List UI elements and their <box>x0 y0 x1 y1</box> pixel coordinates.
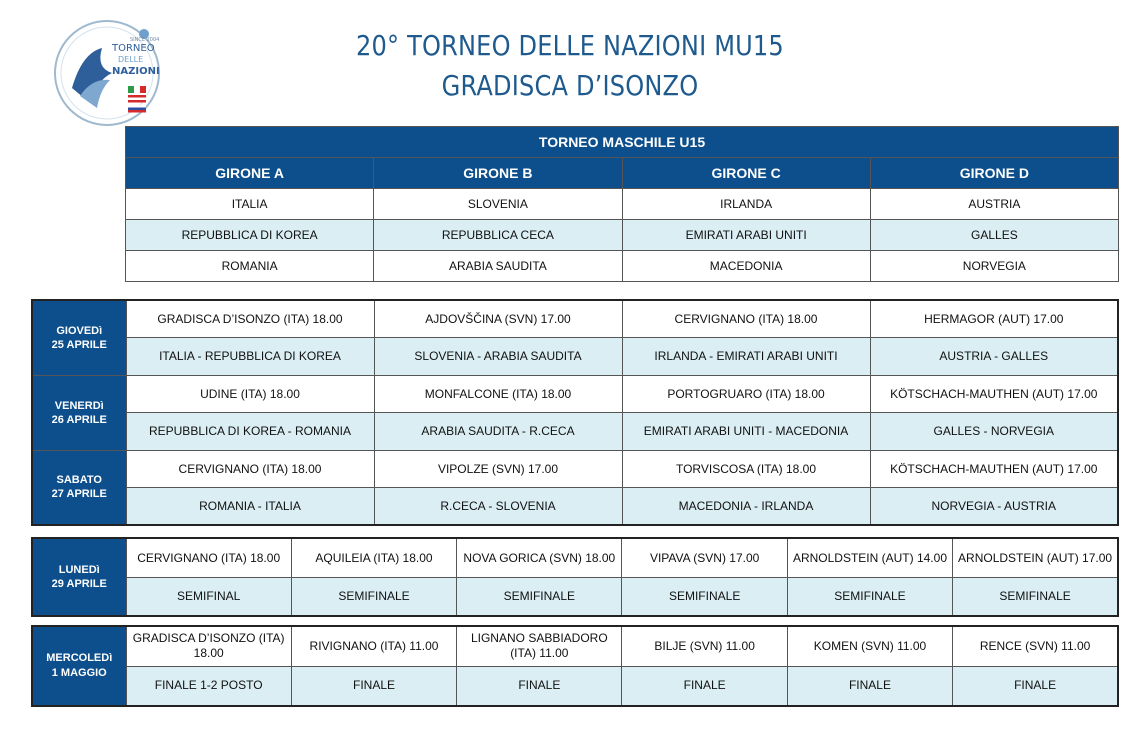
day-label <box>32 538 126 616</box>
day-date: 26 APRILE <box>51 413 107 426</box>
day-name: LUNEDì <box>58 564 100 576</box>
group-header: GIRONE C <box>622 158 870 189</box>
match-cell: R.CECA - SLOVENIA <box>374 488 622 526</box>
venue-cell: UDINE (ITA) 18.00 <box>126 375 374 413</box>
svg-text:TORNEO: TORNEO <box>112 43 155 54</box>
venue-cell: RENCE (SVN) 11.00 <box>953 626 1118 666</box>
venue-cell: NOVA GORICA (SVN) 18.00 <box>457 538 622 577</box>
match-cell: SLOVENIA - ARABIA SAUDITA <box>374 338 622 376</box>
tournament-logo-icon <box>52 18 162 128</box>
match-cell: GALLES - NORVEGIA <box>870 413 1118 451</box>
match-cell: EMIRATI ARABI UNITI - MACEDONIA <box>622 413 870 451</box>
day-date: 1 MAGGIO <box>51 667 107 679</box>
team-cell: MACEDONIA <box>622 251 870 282</box>
day-date: 25 APRILE <box>51 338 107 351</box>
day-date: 29 APRILE <box>51 578 107 590</box>
title-line-2: GRADISCA D’ISONZO <box>441 69 699 102</box>
groups-title: TORNEO MASCHILE U15 <box>126 127 1119 158</box>
match-cell: IRLANDA - EMIRATI ARABI UNITI <box>622 338 870 376</box>
day-label <box>32 626 126 706</box>
groups-table <box>125 126 1119 282</box>
group-header: GIRONE B <box>374 158 622 189</box>
venue-cell: GRADISCA D’ISONZO (ITA) 18.00 <box>126 626 291 666</box>
team-cell: NORVEGIA <box>870 251 1118 282</box>
group-header: GIRONE D <box>870 158 1118 189</box>
match-cell: FINALE <box>953 666 1118 706</box>
venue-cell: GRADISCA D’ISONZO (ITA) 18.00 <box>126 300 374 338</box>
match-cell: SEMIFINALE <box>787 577 952 616</box>
day-name: MERCOLEDì <box>46 652 113 664</box>
day-label <box>32 375 126 450</box>
match-cell: ARABIA SAUDITA - R.CECA <box>374 413 622 451</box>
final-schedule <box>31 625 1119 707</box>
team-cell: ROMANIA <box>126 251 374 282</box>
team-cell: AUSTRIA <box>870 189 1118 220</box>
team-cell: ITALIA <box>126 189 374 220</box>
team-cell: EMIRATI ARABI UNITI <box>622 220 870 251</box>
day-label <box>32 450 126 525</box>
venue-cell: CERVIGNANO (ITA) 18.00 <box>622 300 870 338</box>
venue-cell: LIGNANO SABBIADORO (ITA) 11.00 <box>457 626 622 666</box>
venue-cell: TORVISCOSA (ITA) 18.00 <box>622 450 870 488</box>
match-cell: FINALE <box>291 666 456 706</box>
match-cell: SEMIFINALE <box>622 577 787 616</box>
team-cell: IRLANDA <box>622 189 870 220</box>
day-name: SABATO <box>56 474 102 487</box>
venue-cell: MONFALCONE (ITA) 18.00 <box>374 375 622 413</box>
team-cell: REPUBBLICA DI KOREA <box>126 220 374 251</box>
semifinal-schedule <box>31 537 1119 617</box>
venue-cell: CERVIGNANO (ITA) 18.00 <box>126 450 374 488</box>
title-line-1: 20° TORNEO DELLE NAZIONI MU15 <box>356 29 784 62</box>
match-cell: FINALE <box>457 666 622 706</box>
match-cell: REPUBBLICA DI KOREA - ROMANIA <box>126 413 374 451</box>
svg-text:NAZIONI: NAZIONI <box>112 66 160 77</box>
day-name: VENERDì <box>54 399 104 412</box>
match-cell: SEMIFINALE <box>291 577 456 616</box>
team-cell: REPUBBLICA CECA <box>374 220 622 251</box>
venue-cell: CERVIGNANO (ITA) 18.00 <box>126 538 291 577</box>
venue-cell: VIPAVA (SVN) 17.00 <box>622 538 787 577</box>
match-cell: AUSTRIA - GALLES <box>870 338 1118 376</box>
match-cell: SEMIFINALE <box>457 577 622 616</box>
group-header: GIRONE A <box>126 158 374 189</box>
venue-cell: PORTOGRUARO (ITA) 18.00 <box>622 375 870 413</box>
venue-cell: BILJE (SVN) 11.00 <box>622 626 787 666</box>
day-date: 27 APRILE <box>51 488 107 501</box>
venue-cell: ARNOLDSTEIN (AUT) 17.00 <box>953 538 1118 577</box>
match-cell: SEMIFINAL <box>126 577 291 616</box>
svg-text:SINCE 2004: SINCE 2004 <box>130 37 160 43</box>
match-cell: FINALE <box>622 666 787 706</box>
page-title <box>300 26 840 106</box>
team-cell: SLOVENIA <box>374 189 622 220</box>
venue-cell: KÖTSCHACH-MAUTHEN (AUT) 17.00 <box>870 375 1118 413</box>
match-cell: ROMANIA - ITALIA <box>126 488 374 526</box>
match-cell: MACEDONIA - IRLANDA <box>622 488 870 526</box>
svg-text:DELLE: DELLE <box>118 55 144 64</box>
match-cell: SEMIFINALE <box>953 577 1118 616</box>
match-cell: NORVEGIA - AUSTRIA <box>870 488 1118 526</box>
venue-cell: AQUILEIA (ITA) 18.00 <box>291 538 456 577</box>
group-stage-schedule <box>31 299 1119 526</box>
venue-cell: KOMEN (SVN) 11.00 <box>787 626 952 666</box>
day-name: GIOVEDì <box>56 324 103 337</box>
team-cell: ARABIA SAUDITA <box>374 251 622 282</box>
match-cell: FINALE <box>787 666 952 706</box>
day-label <box>32 300 126 375</box>
team-cell: GALLES <box>870 220 1118 251</box>
venue-cell: ARNOLDSTEIN (AUT) 14.00 <box>787 538 952 577</box>
match-cell: ITALIA - REPUBBLICA DI KOREA <box>126 338 374 376</box>
venue-cell: HERMAGOR (AUT) 17.00 <box>870 300 1118 338</box>
match-cell: FINALE 1-2 POSTO <box>126 666 291 706</box>
venue-cell: AJDOVŠČINA (SVN) 17.00 <box>374 300 622 338</box>
venue-cell: VIPOLZE (SVN) 17.00 <box>374 450 622 488</box>
venue-cell: RIVIGNANO (ITA) 11.00 <box>291 626 456 666</box>
venue-cell: KÖTSCHACH-MAUTHEN (AUT) 17.00 <box>870 450 1118 488</box>
